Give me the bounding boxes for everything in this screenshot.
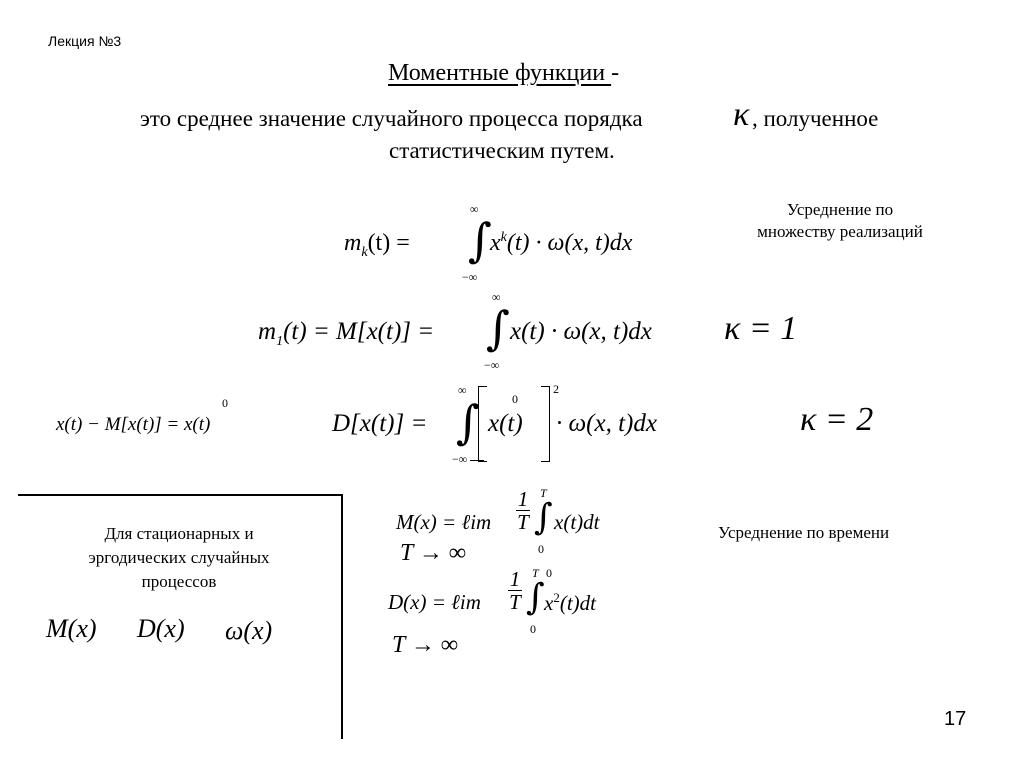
formula6-numerator: 1 (509, 567, 521, 591)
formula5-upper-limit: T (540, 486, 547, 500)
formula1-integrand: $x^k(t) \cdot \omega(x$, t)dx (490, 230, 633, 256)
formula1-lower-limit: −∞ (462, 270, 478, 284)
box-note-line1: Для стационарных и (104, 524, 254, 543)
formula3-lhs: x(t) − M[x(t)] = x(t) (56, 414, 211, 435)
formula3-over: 0 (222, 396, 228, 410)
box-note-line2: эргодических случайных (88, 548, 270, 567)
formula2-kappa: κ = 1 (724, 310, 798, 347)
formula6-integrand: $x^2(t)dt$ (544, 590, 596, 615)
integral-sign: ∫ (534, 497, 553, 538)
formula2-upper-limit: ∞ (492, 290, 501, 304)
box-top-border (18, 494, 342, 496)
box-note-line3: процессов (141, 572, 217, 591)
formula4-rest: · ω(x, t)dx (556, 410, 657, 437)
formula4-over: 0 (512, 392, 518, 406)
formula5-denominator: T (517, 510, 529, 535)
formula4-upper-limit: ∞ (458, 383, 467, 397)
formula6-lower-limit: 0 (530, 622, 536, 636)
integral-sign: ∫ (468, 213, 492, 267)
formula6-fraction (504, 568, 526, 613)
ensemble-note-line1: Усреднение по (786, 200, 894, 219)
formula5-fraction (512, 488, 534, 533)
formula5-limit: T → ∞ (400, 540, 467, 566)
ensemble-note-line2: множеству реализаций (757, 222, 923, 241)
formula4-lower-limit: −∞ (452, 452, 468, 466)
formula6-upper-limit: T (532, 566, 539, 580)
integral-sign: ∫ (456, 395, 480, 449)
box-m-of-x: M(x) (46, 614, 97, 643)
formula1-upper-limit: ∞ (470, 202, 479, 216)
formula6-limit: T → ∞ (392, 632, 459, 658)
box-note (54, 522, 304, 594)
integral-sign: ∫ (486, 301, 510, 355)
slide-title (388, 60, 619, 87)
formula5-lower-limit: 0 (538, 542, 544, 556)
formula2-integrand: x(t) · ω(x, t)dx (510, 318, 652, 345)
lecture-label: Лекция №3 (48, 33, 122, 49)
formula6-over: 0 (546, 566, 552, 580)
formula5-lhs: M(x) = ℓim (396, 510, 492, 534)
definition-line1-end: , полученное (752, 106, 879, 131)
ensemble-note (740, 199, 940, 243)
page-number: 17 (944, 708, 967, 730)
title-dash: - (611, 60, 620, 86)
formula2-lhs: $m_1(t) = M[x(t)]$ = (258, 318, 435, 349)
definition-line1: это среднее значение случайного процесса порядка (140, 106, 643, 131)
box-omega-of-x: ω(x) (225, 616, 273, 645)
box-right-border (341, 494, 343, 739)
title-text: Моментные функции (388, 60, 612, 86)
formula5-numerator: 1 (517, 487, 529, 511)
formula4-kappa: κ = 2 (800, 401, 874, 438)
formula2-lower-limit: −∞ (484, 358, 500, 372)
formula5-integrand: x(t)dt (554, 510, 600, 534)
box-d-of-x: D(x) (137, 614, 185, 643)
right-bracket (541, 386, 550, 462)
formula4-inner: x(t) (488, 410, 523, 437)
left-bracket (478, 386, 487, 462)
definition-kappa: κ (733, 96, 750, 133)
time-average-note: Усреднение по времени (718, 523, 890, 542)
formula4-power: 2 (553, 382, 559, 396)
formula6-denominator: T (509, 590, 521, 615)
definition-line2: статистическим путем. (389, 138, 615, 163)
integral-sign: ∫ (526, 577, 545, 618)
formula4-lhs: D[x(t)] = (332, 410, 428, 437)
formula6-lhs: D(x) = ℓim (388, 590, 481, 614)
formula1-lhs: $m_k(t)$ = (344, 230, 410, 260)
